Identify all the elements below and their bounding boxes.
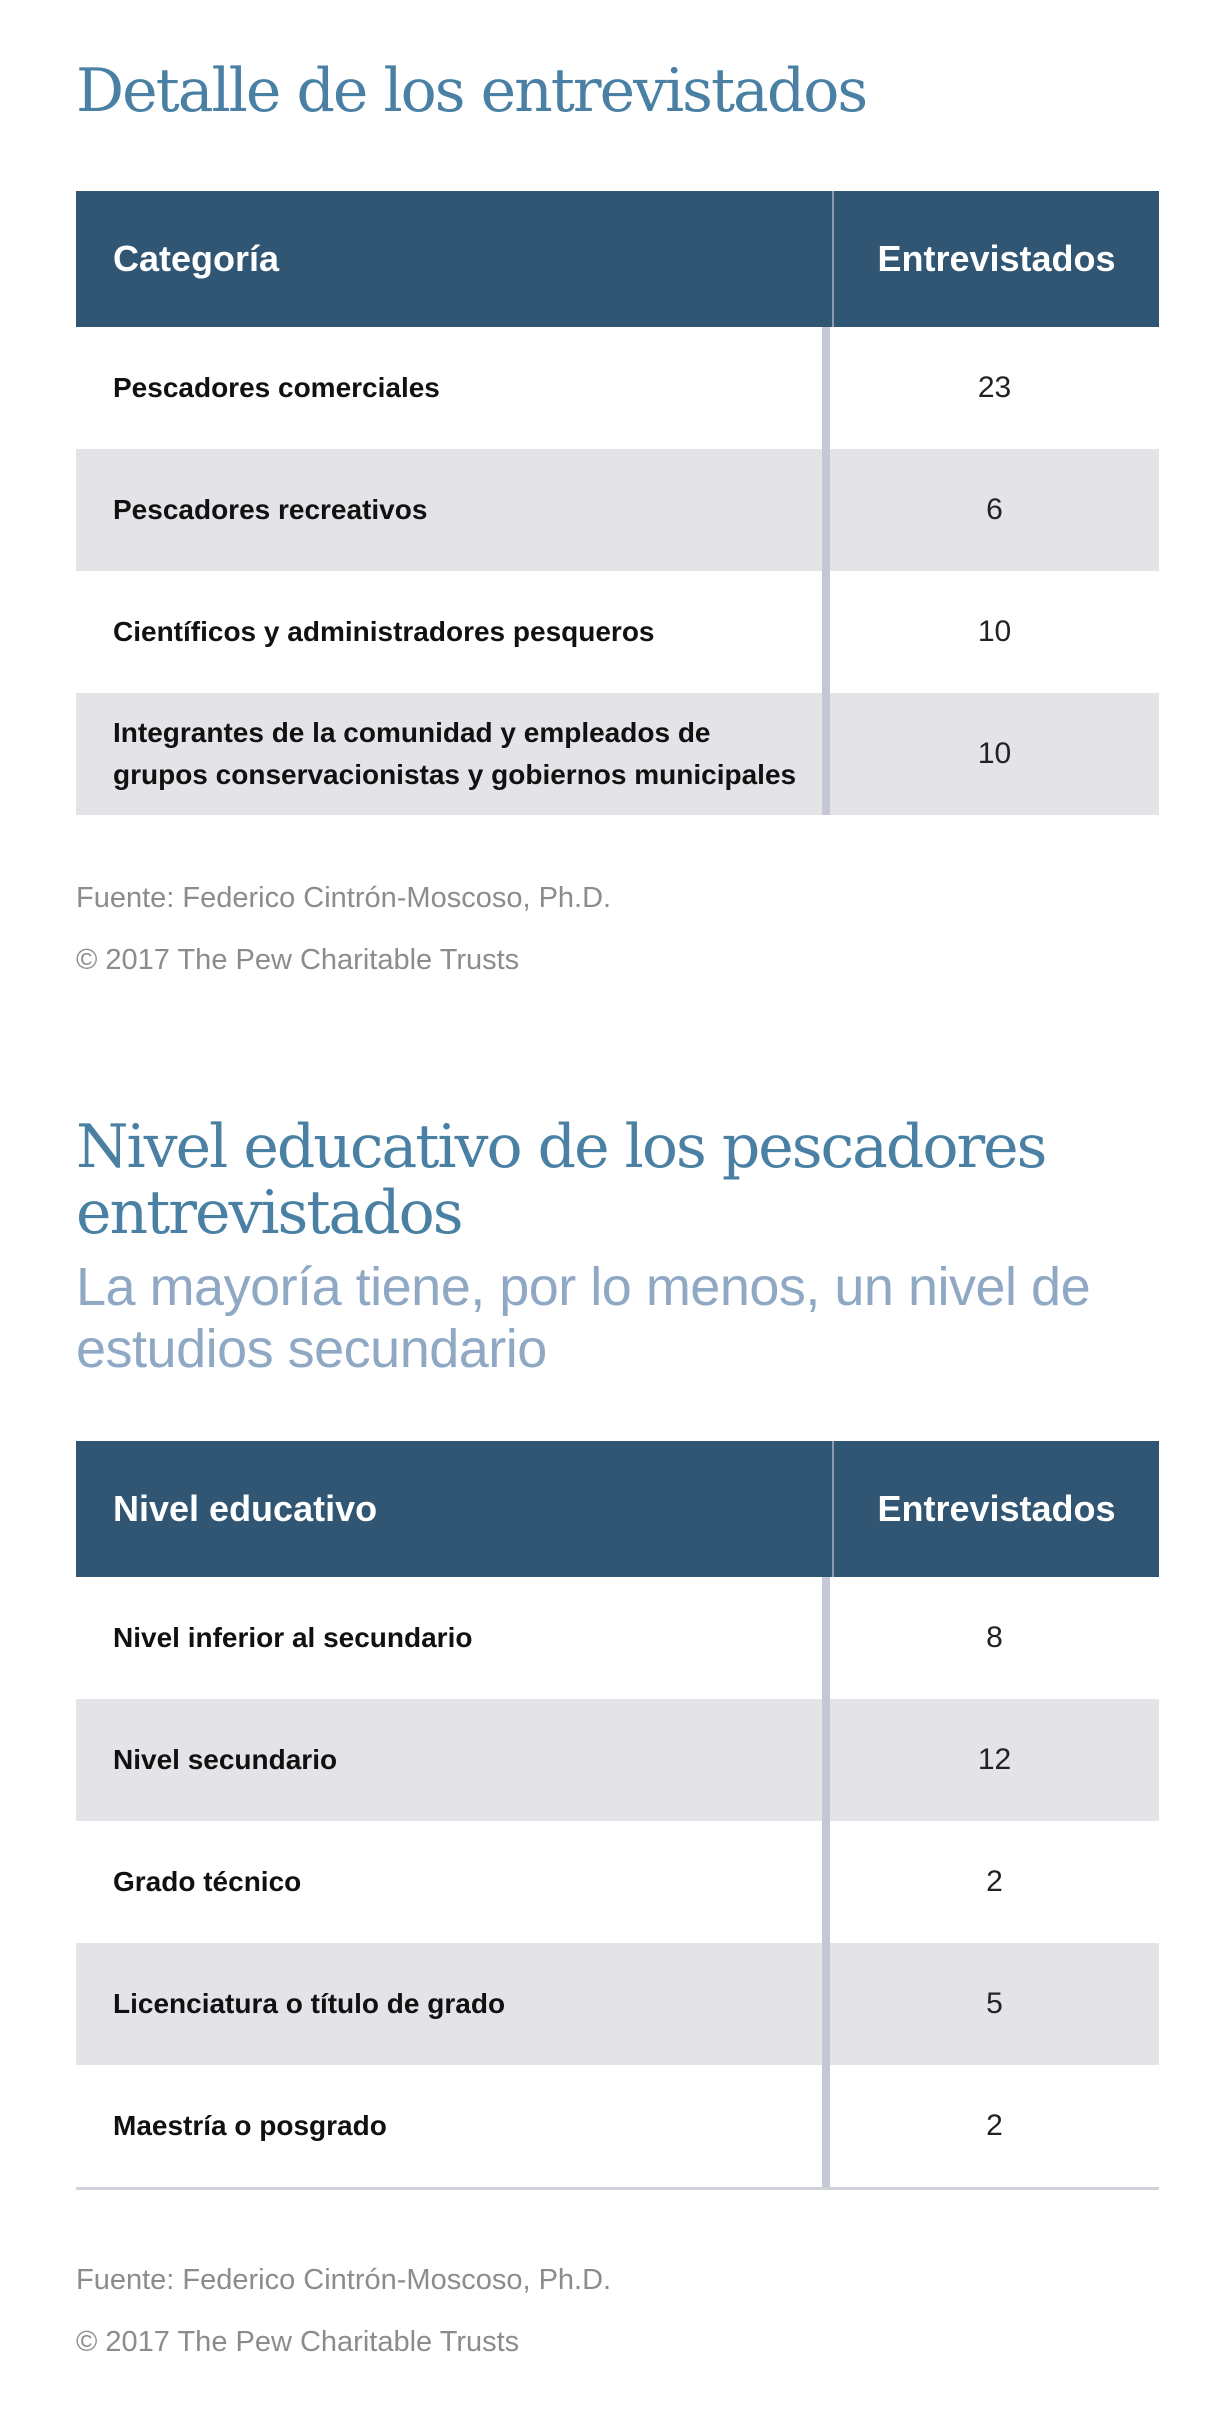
header-category: Categoría	[76, 191, 834, 327]
table-row	[76, 1699, 1159, 1821]
table-row	[76, 1577, 1159, 1699]
row-label: Maestría o posgrado	[76, 2065, 830, 2187]
row-label: Grado técnico	[76, 1821, 830, 1943]
header-interviewees: Entrevistados	[877, 238, 1116, 279]
table-row	[76, 1821, 1159, 1943]
row-label: Nivel secundario	[76, 1699, 830, 1821]
section2-title: Nivel educativo de los pescadores entrevistados	[76, 1112, 1046, 1248]
row-value: 23	[977, 371, 1012, 404]
row-label: Nivel inferior al secundario	[76, 1577, 830, 1699]
header-education-level: Nivel educativo	[76, 1441, 834, 1577]
row-value: 6	[986, 493, 1003, 526]
row-label: Licenciatura o título de grado	[76, 1943, 830, 2065]
row-value: 5	[986, 1987, 1003, 2020]
row-value: 12	[977, 1743, 1012, 1776]
header-interviewees: Entrevistados	[877, 1488, 1116, 1529]
row-value: 8	[986, 1621, 1003, 1654]
table-row	[76, 2065, 1159, 2187]
table-header	[76, 191, 1159, 327]
row-label: Pescadores comerciales	[76, 327, 830, 449]
row-value: 2	[986, 2109, 1003, 2142]
row-value: 2	[986, 1865, 1003, 1898]
row-value: 10	[977, 615, 1012, 648]
section1-title: Detalle de los entrevistados	[76, 56, 867, 126]
copyright-note: © 2017 The Pew Charitable Trusts	[76, 944, 520, 976]
copyright-note: © 2017 The Pew Charitable Trusts	[76, 2326, 520, 2358]
section2-subtitle: La mayoría tiene, por lo menos, un nivel de estudios secundario	[76, 1257, 1091, 1379]
source-note: Fuente: Federico Cintrón-Moscoso, Ph.D.	[76, 882, 612, 914]
row-value: 10	[977, 737, 1012, 770]
table-row	[76, 449, 1159, 571]
row-label: Científicos y administradores pesqueros	[76, 571, 830, 693]
row-label: Integrantes de la comunidad y empleados de grupos conservacionistas y gobiernos municipales	[76, 693, 830, 815]
interviewees-table	[76, 191, 1159, 815]
row-label: Pescadores recreativos	[76, 449, 830, 571]
table-row	[76, 1943, 1159, 2065]
table-row	[76, 693, 1159, 815]
table-row	[76, 571, 1159, 693]
source-note: Fuente: Federico Cintrón-Moscoso, Ph.D.	[76, 2264, 612, 2296]
table-header	[76, 1441, 1159, 1577]
table-row	[76, 327, 1159, 449]
education-table	[76, 1441, 1159, 2190]
